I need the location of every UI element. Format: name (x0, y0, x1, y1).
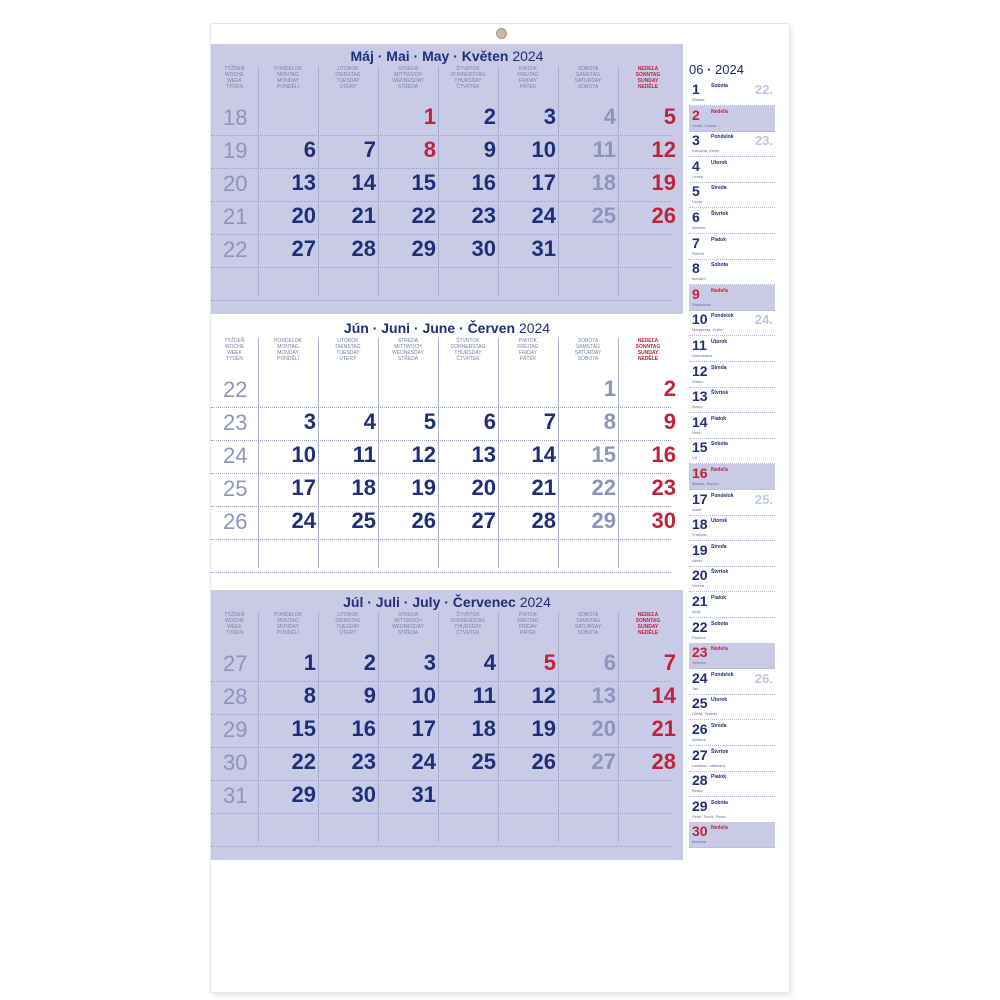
day-cell: 14 (351, 170, 376, 195)
day-cell: 7 (363, 137, 376, 162)
day-cell: 22 (411, 203, 436, 228)
june-day-row (689, 515, 775, 541)
weekday-header: PIATOK FREITAG FRIDAY PÁTEK (517, 612, 539, 636)
june-day-number: 17 (692, 490, 708, 507)
day-cell: 18 (351, 475, 376, 500)
day-cell: 25 (471, 749, 496, 774)
june-day-name: Nedeľa (711, 825, 728, 832)
day-cell: 1 (603, 376, 616, 401)
week-row (211, 539, 671, 573)
june-day-row (689, 131, 775, 157)
day-cell: 8 (603, 409, 616, 434)
day-cell: 24 (411, 749, 436, 774)
week-number: 18 (223, 105, 248, 130)
june-day-row (689, 464, 775, 490)
week-number: 29 (223, 717, 248, 742)
june-nameday: Žaneta (692, 97, 705, 102)
june-nameday: Adriána (692, 737, 706, 742)
june-day-row (689, 259, 775, 285)
june-day-name: Štvrtok (711, 569, 729, 576)
june-day-number: 22 (692, 618, 708, 635)
day-cell: 4 (363, 409, 376, 434)
day-cell: 4 (603, 104, 616, 129)
june-day-name: Piatok (711, 595, 727, 601)
day-cell: 27 (591, 749, 616, 774)
june-day-name: Pondelok (711, 313, 734, 320)
day-cell: 7 (543, 409, 556, 434)
week-row (211, 747, 676, 781)
june-nameday: Dobroslava (692, 353, 713, 358)
june-day-name: Štvrtok (711, 211, 729, 217)
day-cell: 11 (352, 442, 376, 467)
june-day-name: Nedeľa (711, 646, 728, 653)
june-day-row (689, 336, 775, 362)
day-cell: 29 (291, 782, 316, 807)
week-row (211, 648, 676, 682)
june-day-name: Pondelok (711, 492, 734, 499)
month-block (211, 590, 683, 860)
june-nameday: Paulína (692, 634, 706, 640)
june-day-row (689, 157, 775, 183)
day-cell: 8 (423, 137, 436, 162)
june-day-name: Nedeľa (711, 108, 728, 115)
day-cell: 20 (471, 475, 496, 500)
june-nameday: Ladislav, Ladislava (692, 762, 726, 768)
june-day-number: 12 (692, 362, 708, 379)
day-cell: 20 (291, 203, 316, 228)
day-cell: 3 (543, 104, 556, 129)
june-day-row (689, 234, 775, 260)
week-number: 22 (223, 377, 248, 402)
june-day-row (689, 592, 775, 618)
june-day-name: Štvrtok (711, 390, 729, 397)
june-nameday: Olívia, Tadeáš (692, 711, 718, 717)
june-nameday: Stanislava (692, 301, 711, 307)
day-cell: 18 (591, 170, 616, 195)
june-week-number: 22. (754, 82, 773, 97)
june-day-row (689, 822, 775, 848)
june-nameday: Alfréd (692, 557, 703, 563)
day-cell: 7 (663, 650, 676, 675)
day-cell: 8 (303, 683, 316, 708)
day-cell: 12 (651, 137, 676, 162)
day-cell: 24 (531, 203, 556, 228)
day-cell: 9 (663, 409, 676, 434)
week-number: 28 (223, 684, 248, 709)
june-day-name: Nedeľa (711, 467, 728, 473)
weekday-header: UTOROK DIENSTAG TUESDAY ÚTERÝ (335, 338, 361, 362)
day-cell: 17 (411, 716, 436, 741)
june-day-number: 2 (692, 106, 700, 123)
day-cell: 29 (411, 236, 436, 261)
weekday-header: PIATOK FREITAG FRIDAY PÁTEK (517, 66, 539, 90)
weekday-header: ŠTVRTOK DONNERSTAG THURSDAY ČTVRTEK (450, 338, 486, 362)
june-day-number: 19 (692, 541, 708, 558)
day-cell: 28 (351, 236, 376, 261)
weekday-header: ŠTVRTOK DONNERSTAG THURSDAY ČTVRTEK (450, 612, 486, 636)
week-row (211, 813, 671, 847)
day-cell: 5 (663, 104, 676, 129)
day-cell: 16 (351, 716, 376, 741)
day-cell: 27 (291, 236, 316, 261)
day-cell: 9 (363, 683, 376, 708)
weekday-header: NEDEĽA SONNTAG SUNDAY NEDĚLE (635, 338, 661, 362)
june-day-name: Sobota (711, 441, 728, 448)
week-row (211, 234, 671, 268)
week-row (211, 780, 671, 814)
day-cell: 30 (351, 782, 376, 807)
day-cell: 6 (603, 650, 616, 675)
weekday-header: PONDELOK MONTAG MONDAY PONDĚLÍ (274, 338, 302, 362)
june-day-row (689, 643, 775, 669)
june-day-number: 9 (692, 285, 700, 302)
june-day-row (689, 746, 775, 772)
june-day-number: 10 (692, 311, 708, 328)
weekday-header: SOBOTA SAMSTAG SATURDAY SOBOTA (574, 612, 602, 636)
day-cell: 5 (543, 650, 556, 675)
day-cell: 18 (471, 716, 496, 741)
week-number: 19 (223, 138, 248, 163)
june-day-number: 24 (692, 669, 708, 686)
day-cell: 13 (291, 170, 316, 195)
weekday-header: TÝŽDEŇ WOCHE WEEK TÝDEN (224, 66, 245, 90)
june-day-row (689, 566, 775, 592)
day-cell: 22 (291, 749, 316, 774)
june-day-row (689, 618, 775, 644)
weekday-header: ŠTVRTOK DONNERSTAG THURSDAY ČTVRTEK (450, 66, 486, 90)
day-cell: 25 (351, 508, 376, 533)
week-row (211, 407, 676, 441)
june-day-row (689, 387, 775, 413)
june-day-number: 27 (692, 746, 708, 763)
week-row (211, 201, 676, 235)
june-day-row (689, 362, 775, 388)
june-nameday: Anton (692, 404, 703, 410)
day-cell: 12 (531, 683, 556, 708)
weekday-header: PONDELOK MONTAG MONDAY PONDĚLÍ (274, 66, 302, 90)
june-day-name: Streda (711, 723, 727, 729)
day-cell: 6 (483, 409, 496, 434)
june-day-name: Štvrtok (711, 748, 729, 755)
june-nameday: Blanka, Bianka (692, 481, 719, 486)
day-cell: 24 (291, 508, 316, 533)
week-row (211, 714, 676, 748)
week-number: 25 (223, 476, 248, 501)
june-day-number: 15 (692, 439, 708, 456)
june-nameday: Norbert (692, 225, 706, 230)
june-day-name: Pondelok (711, 134, 734, 141)
weekday-header: PONDELOK MONTAG MONDAY PONDĚLÍ (274, 612, 302, 636)
weekday-header: TÝŽDEŇ WOCHE WEEK TÝDEN (224, 338, 245, 362)
day-cell: 26 (651, 203, 676, 228)
day-cell: 10 (291, 442, 316, 467)
weekday-header: SOBOTA SAMSTAG SATURDAY SOBOTA (574, 338, 602, 362)
day-cell: 1 (423, 104, 436, 129)
day-cell: 2 (483, 104, 496, 129)
weekday-header: NEDEĽA SONNTAG SUNDAY NEDĚLE (635, 66, 661, 90)
day-cell: 19 (411, 475, 436, 500)
june-day-row (689, 208, 775, 234)
day-cell: 23 (351, 749, 376, 774)
day-cell: 17 (531, 170, 556, 195)
week-number: 22 (223, 237, 248, 262)
day-cell: 28 (531, 508, 556, 533)
week-number: 21 (223, 204, 248, 229)
june-nameday: Beáta (692, 788, 703, 794)
week-number: 20 (223, 171, 248, 196)
june-day-name: Piatok (711, 236, 727, 243)
week-row (211, 102, 676, 136)
june-nameday: Adolf (692, 506, 702, 512)
june-nameday: Zlatko (692, 378, 703, 384)
weekday-header: NEDEĽA SONNTAG SUNDAY NEDĚLE (635, 612, 661, 636)
week-row (211, 506, 676, 540)
june-day-number: 30 (692, 823, 708, 840)
day-cell: 30 (471, 236, 496, 261)
day-cell: 14 (531, 442, 556, 467)
day-cell: 21 (351, 203, 376, 228)
june-week-number: 23. (754, 133, 773, 149)
june-day-row (689, 310, 775, 336)
june-day-name: Piatok (711, 774, 727, 781)
week-row (211, 135, 676, 169)
day-cell: 10 (411, 683, 436, 708)
day-cell: 5 (423, 409, 436, 434)
june-day-number: 21 (692, 593, 708, 609)
weekday-header: STREDA MITTWOCH WEDNESDAY STŘEDA (392, 66, 424, 90)
june-day-row (689, 694, 775, 720)
june-nameday: Sidónia (692, 660, 706, 666)
day-cell: 13 (471, 442, 496, 467)
june-day-name: Sobota (711, 799, 728, 806)
june-day-number: 29 (692, 797, 708, 814)
june-day-row (689, 285, 775, 311)
june-day-name: Sobota (711, 262, 728, 269)
june-nameday: Medard (692, 276, 706, 282)
week-number: 24 (223, 443, 248, 468)
weekday-header: STREDA MITTWOCH WEDNESDAY STŘEDA (392, 612, 424, 636)
june-nameday: Valéria (692, 583, 705, 589)
june-day-number: 7 (692, 234, 700, 251)
week-row (211, 681, 676, 715)
june-day-row (689, 490, 775, 516)
day-cell: 14 (651, 683, 676, 708)
day-cell: 21 (651, 716, 676, 741)
june-day-name: Utorok (711, 697, 728, 704)
month-title: Jún · Juni · June · Červen 2024 (343, 320, 551, 336)
week-row (211, 374, 676, 408)
june-day-row (689, 413, 775, 439)
june-week-number: 26. (754, 670, 773, 686)
day-cell: 21 (531, 475, 556, 500)
june-day-name: Utorok (711, 159, 728, 166)
june-nameday: Lenka (692, 173, 703, 179)
day-cell: 23 (651, 475, 676, 500)
month-title: Máj · Mai · May · Květen 2024 (350, 48, 544, 64)
month-block (211, 44, 683, 314)
june-day-number: 25 (692, 695, 708, 712)
june-nameday: Laura (692, 199, 703, 205)
june-day-number: 6 (692, 209, 700, 225)
day-cell: 10 (531, 137, 556, 162)
week-row (211, 168, 676, 202)
month-title: Júl · Juli · July · Červenec 2024 (343, 594, 551, 610)
weekday-header: TÝŽDEŇ WOCHE WEEK TÝDEN (224, 612, 245, 636)
june-day-name: Streda (711, 543, 727, 550)
june-day-number: 23 (692, 644, 708, 661)
day-cell: 15 (591, 442, 616, 467)
june-week-number: 25. (754, 491, 773, 507)
june-nameday: Vratislav (692, 532, 708, 538)
week-number: 30 (223, 750, 248, 775)
week-row (211, 440, 676, 474)
day-cell: 25 (591, 203, 616, 228)
week-row (211, 473, 676, 507)
june-day-list (683, 44, 776, 864)
june-day-name: Piatok (711, 415, 727, 422)
month-block (211, 316, 683, 586)
week-row (211, 267, 671, 301)
day-cell: 16 (471, 170, 496, 195)
june-day-number: 14 (692, 413, 708, 430)
day-cell: 22 (591, 475, 616, 500)
june-day-row (689, 541, 775, 567)
june-nameday: Karolína, Kevin (692, 148, 720, 154)
week-number: 26 (223, 509, 248, 534)
june-nameday: Margaréta, Gréta (692, 327, 723, 333)
day-cell: 28 (651, 749, 676, 774)
day-cell: 16 (651, 442, 676, 467)
day-cell: 1 (303, 650, 316, 675)
june-nameday: Alojz (692, 609, 701, 614)
weekday-header: UTOROK DIENSTAG TUESDAY ÚTERÝ (335, 612, 361, 636)
day-cell: 11 (472, 683, 496, 708)
june-day-row (689, 669, 775, 695)
june-day-name: Streda (711, 364, 727, 371)
june-day-row (689, 771, 775, 797)
june-day-number: 1 (692, 81, 700, 97)
day-cell: 12 (411, 442, 436, 467)
june-day-row (689, 797, 775, 823)
day-cell: 19 (531, 716, 556, 741)
day-cell: 2 (663, 376, 676, 401)
june-day-row (689, 106, 775, 132)
june-day-number: 5 (692, 183, 700, 200)
june-day-number: 16 (692, 465, 708, 481)
june-day-name: Sobota (711, 83, 728, 89)
june-day-number: 4 (692, 157, 700, 174)
day-cell: 3 (423, 650, 436, 675)
june-nameday: Peter, Pavol, Petra (692, 813, 726, 819)
june-day-row (689, 80, 775, 106)
weekday-header: PIATOK FREITAG FRIDAY PÁTEK (517, 338, 539, 362)
day-cell: 3 (303, 409, 316, 434)
june-day-name: Sobota (711, 620, 728, 627)
day-cell: 15 (291, 716, 316, 741)
day-cell: 6 (303, 137, 316, 162)
june-day-name: Pondelok (711, 671, 734, 678)
june-day-number: 18 (692, 516, 708, 533)
week-number: 27 (223, 651, 248, 676)
june-day-number: 20 (692, 567, 708, 584)
day-cell: 31 (411, 782, 436, 807)
day-cell: 29 (591, 508, 616, 533)
june-nameday: Róbert (692, 250, 705, 256)
day-cell: 30 (651, 508, 676, 533)
june-day-row (689, 720, 775, 746)
day-cell: 15 (411, 170, 436, 195)
day-cell: 26 (531, 749, 556, 774)
day-cell: 26 (411, 508, 436, 533)
weekday-header: STREDA MITTWOCH WEDNESDAY STŘEDA (392, 338, 424, 362)
hanging-hole (496, 28, 507, 39)
june-day-number: 3 (692, 132, 700, 149)
june-day-name: Streda (711, 185, 727, 192)
june-header: 06 · 2024 (689, 62, 744, 77)
june-nameday: Vít (692, 455, 697, 461)
day-cell: 17 (291, 475, 316, 500)
june-nameday: Melánia (692, 839, 707, 845)
week-number: 31 (223, 783, 248, 808)
june-day-number: 26 (692, 721, 708, 737)
june-day-name: Nedeľa (711, 287, 728, 294)
weekday-header: UTOROK DIENSTAG TUESDAY ÚTERÝ (335, 66, 361, 90)
day-cell: 4 (483, 650, 496, 675)
day-cell: 31 (531, 236, 556, 261)
june-day-name: Utorok (711, 339, 728, 345)
june-day-number: 8 (692, 260, 700, 277)
june-day-name: Utorok (711, 518, 728, 525)
june-day-row (689, 182, 775, 208)
june-day-number: 13 (692, 388, 708, 405)
june-day-row (689, 438, 775, 464)
june-day-number: 28 (692, 772, 708, 789)
weekday-header: SOBOTA SAMSTAG SATURDAY SOBOTA (574, 66, 602, 90)
day-cell: 20 (591, 716, 616, 741)
day-cell: 9 (483, 137, 496, 162)
june-nameday: Xénia, Oxana (692, 122, 717, 128)
day-cell: 19 (651, 170, 676, 195)
june-day-number: 11 (692, 337, 707, 353)
day-cell: 27 (471, 508, 496, 533)
day-cell: 13 (591, 683, 616, 708)
day-cell: 23 (471, 203, 496, 228)
june-nameday: Ján (692, 685, 699, 691)
day-cell: 11 (592, 137, 616, 162)
june-week-number: 24. (754, 312, 773, 328)
week-number: 23 (223, 410, 248, 435)
june-nameday: Vasil (692, 429, 701, 435)
day-cell: 2 (363, 650, 376, 675)
